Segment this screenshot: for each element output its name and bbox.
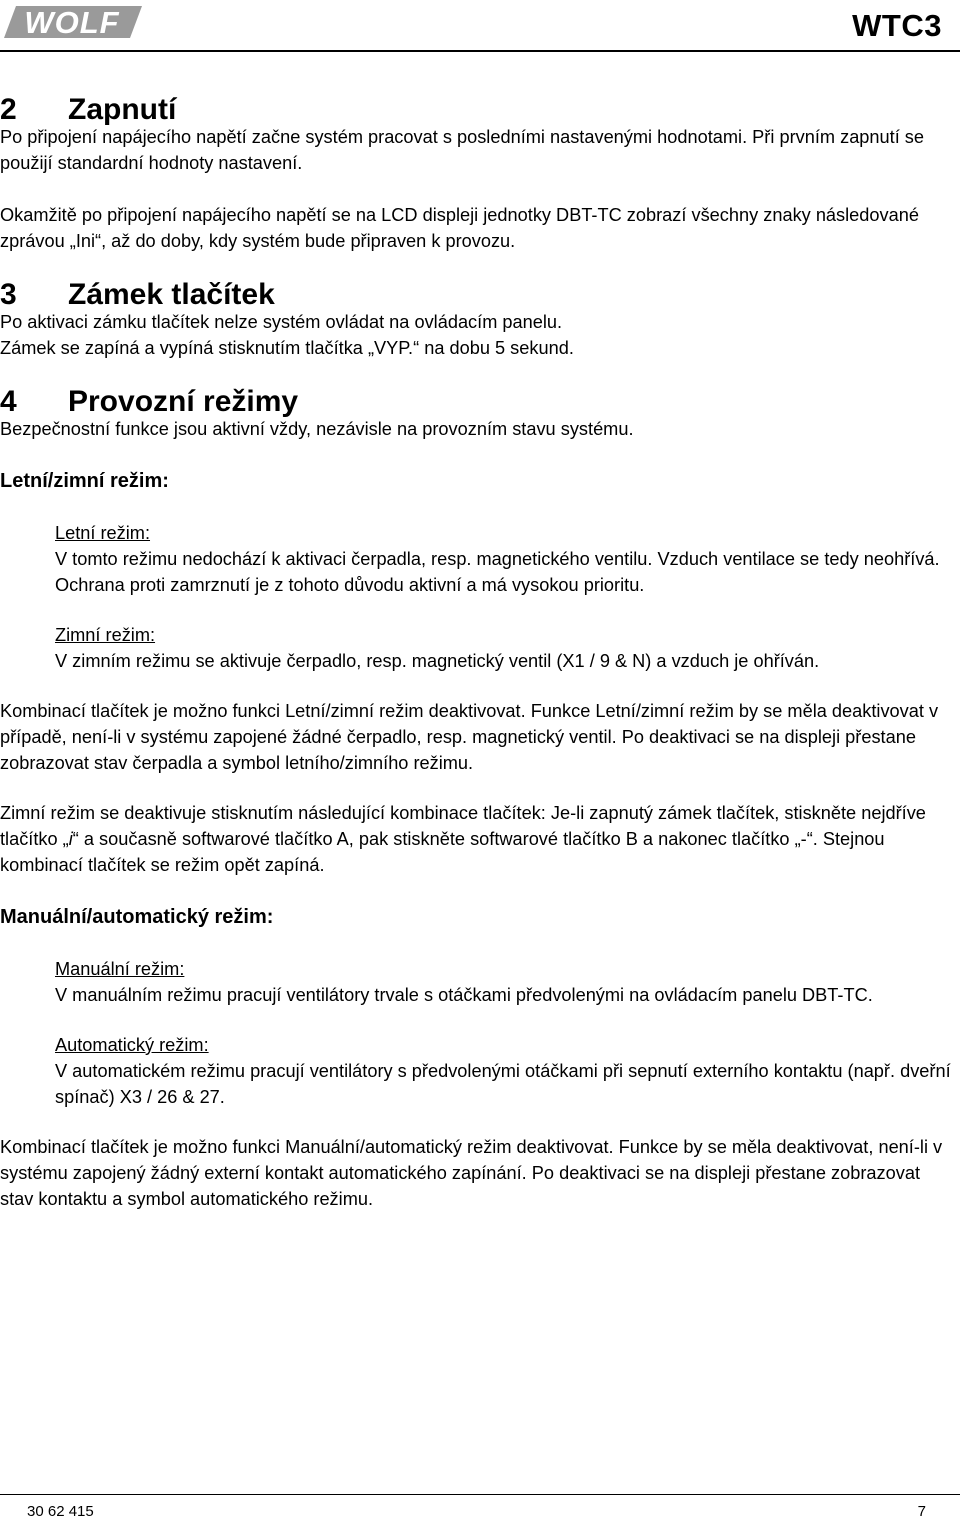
section-4-heading: [0, 385, 958, 419]
key-i: i: [68, 829, 73, 849]
paragraph: Kombinací tlačítek je možno funkci Letní/zimní režim deaktivovat. Funkce Letní/zimní režim by se měla deaktivovat v případě, není-li v systému zapojené žádné čerpadlo, resp. magnetický ventil. Po deaktivaci se na displeji přestane zobrazovat stav čerpadla a symbol letního/zimního režimu.: [0, 701, 939, 773]
paragraph: Okamžitě po připojení napájecího napětí se na LCD displeji jednotky DBT-TC zobrazí všechny znaky následované zprávou „Ini“, až do doby, kdy systém bude připraven k provozu.: [0, 205, 919, 251]
manual-mode-text: V manuálním režimu pracují ventilátory trvale s otáčkami předvolenými na ovládacím panelu DBT-TC.: [55, 985, 873, 1005]
wolf-logo: [2, 0, 148, 44]
section-title: Provozní režimy: [68, 385, 299, 418]
page-number: 7: [917, 1503, 926, 1520]
manual-mode-label: Manuální režim:: [55, 959, 185, 979]
winter-mode-label: Zimní režim:: [55, 625, 156, 645]
svg-text:WOLF: WOLF: [24, 5, 120, 40]
subheading-summer-winter: Letní/zimní režim:: [0, 470, 169, 492]
winter-mode-text: V zimním režimu se aktivuje čerpadlo, resp. magnetický ventil (X1 / 9 & N) a vzduch je ohříván.: [55, 651, 820, 671]
text-run: “ a současně softwarové tlačítko A, pak stiskněte softwarové tlačítko B a nakonec tlačítko „-“. Stejnou kombinací tlačítek se režim opět zapíná.: [0, 829, 885, 875]
footer-divider: [0, 1494, 960, 1495]
section-title: Zapnutí: [68, 93, 177, 126]
section-number: 3: [0, 278, 17, 311]
paragraph: Bezpečnostní funkce jsou aktivní vždy, nezávisle na provozním stavu systému.: [0, 419, 634, 439]
winter-mode-block: [0, 622, 958, 674]
section-number: 2: [0, 93, 17, 126]
summer-mode-label: Letní režim:: [55, 523, 151, 543]
summer-mode-text: V tomto režimu nedochází k aktivaci čerpadla, resp. magnetického ventilu. Vzduch ventilace se tedy neohřívá. Ochrana proti zamrznutí je z tohoto důvodu aktivní a má vysokou prioritu.: [55, 549, 940, 595]
section-number: 4: [0, 385, 17, 418]
document-number: 30 62 415: [27, 1503, 94, 1520]
header-divider: [0, 50, 960, 52]
paragraph: Po připojení napájecího napětí začne systém pracovat s posledními nastavenými hodnotami. Při prvním zapnutí se použijí standardní hodnoty nastavení.: [0, 127, 925, 173]
section-3-heading: [0, 278, 958, 312]
paragraph: Kombinací tlačítek je možno funkci Manuální/automatický režim deaktivovat. Funkce by se měla deaktivovat, není-li v systému zapojený žádný externí kontakt automatického zapínání. Po deaktivaci se na displeji přestane zobrazovat stav kontaktu a symbol automatického režimu.: [0, 1137, 943, 1209]
document-title: WTC3: [852, 8, 942, 43]
manual-mode-block: [0, 956, 958, 1008]
paragraph-deactivation: [0, 800, 958, 878]
summer-mode-block: [0, 520, 958, 598]
section-title: Zámek tlačítek: [68, 278, 275, 311]
section-2-heading: [0, 93, 958, 127]
auto-mode-label: Automatický režim:: [55, 1035, 209, 1055]
paragraph: Po aktivaci zámku tlačítek nelze systém ovládat na ovládacím panelu.: [0, 312, 563, 332]
subheading-manual-auto: Manuální/automatický režim:: [0, 906, 274, 928]
auto-mode-text: V automatickém režimu pracují ventilátory s předvolenými otáčkami při sepnutí externího kontaktu (např. dveřní spínač) X3 / 26 & 27.: [55, 1061, 951, 1107]
text-run: Zimní režim se deaktivuje stisknutím následující kombinace tlačítek: Je-li zapnutý zámek tlačítek, stiskněte nejdříve tlačítko „: [0, 803, 926, 849]
auto-mode-block: [0, 1032, 958, 1110]
paragraph: Zámek se zapíná a vypíná stisknutím tlačítka „VYP.“ na dobu 5 sekund.: [0, 338, 574, 358]
page-content: [0, 93, 958, 1212]
